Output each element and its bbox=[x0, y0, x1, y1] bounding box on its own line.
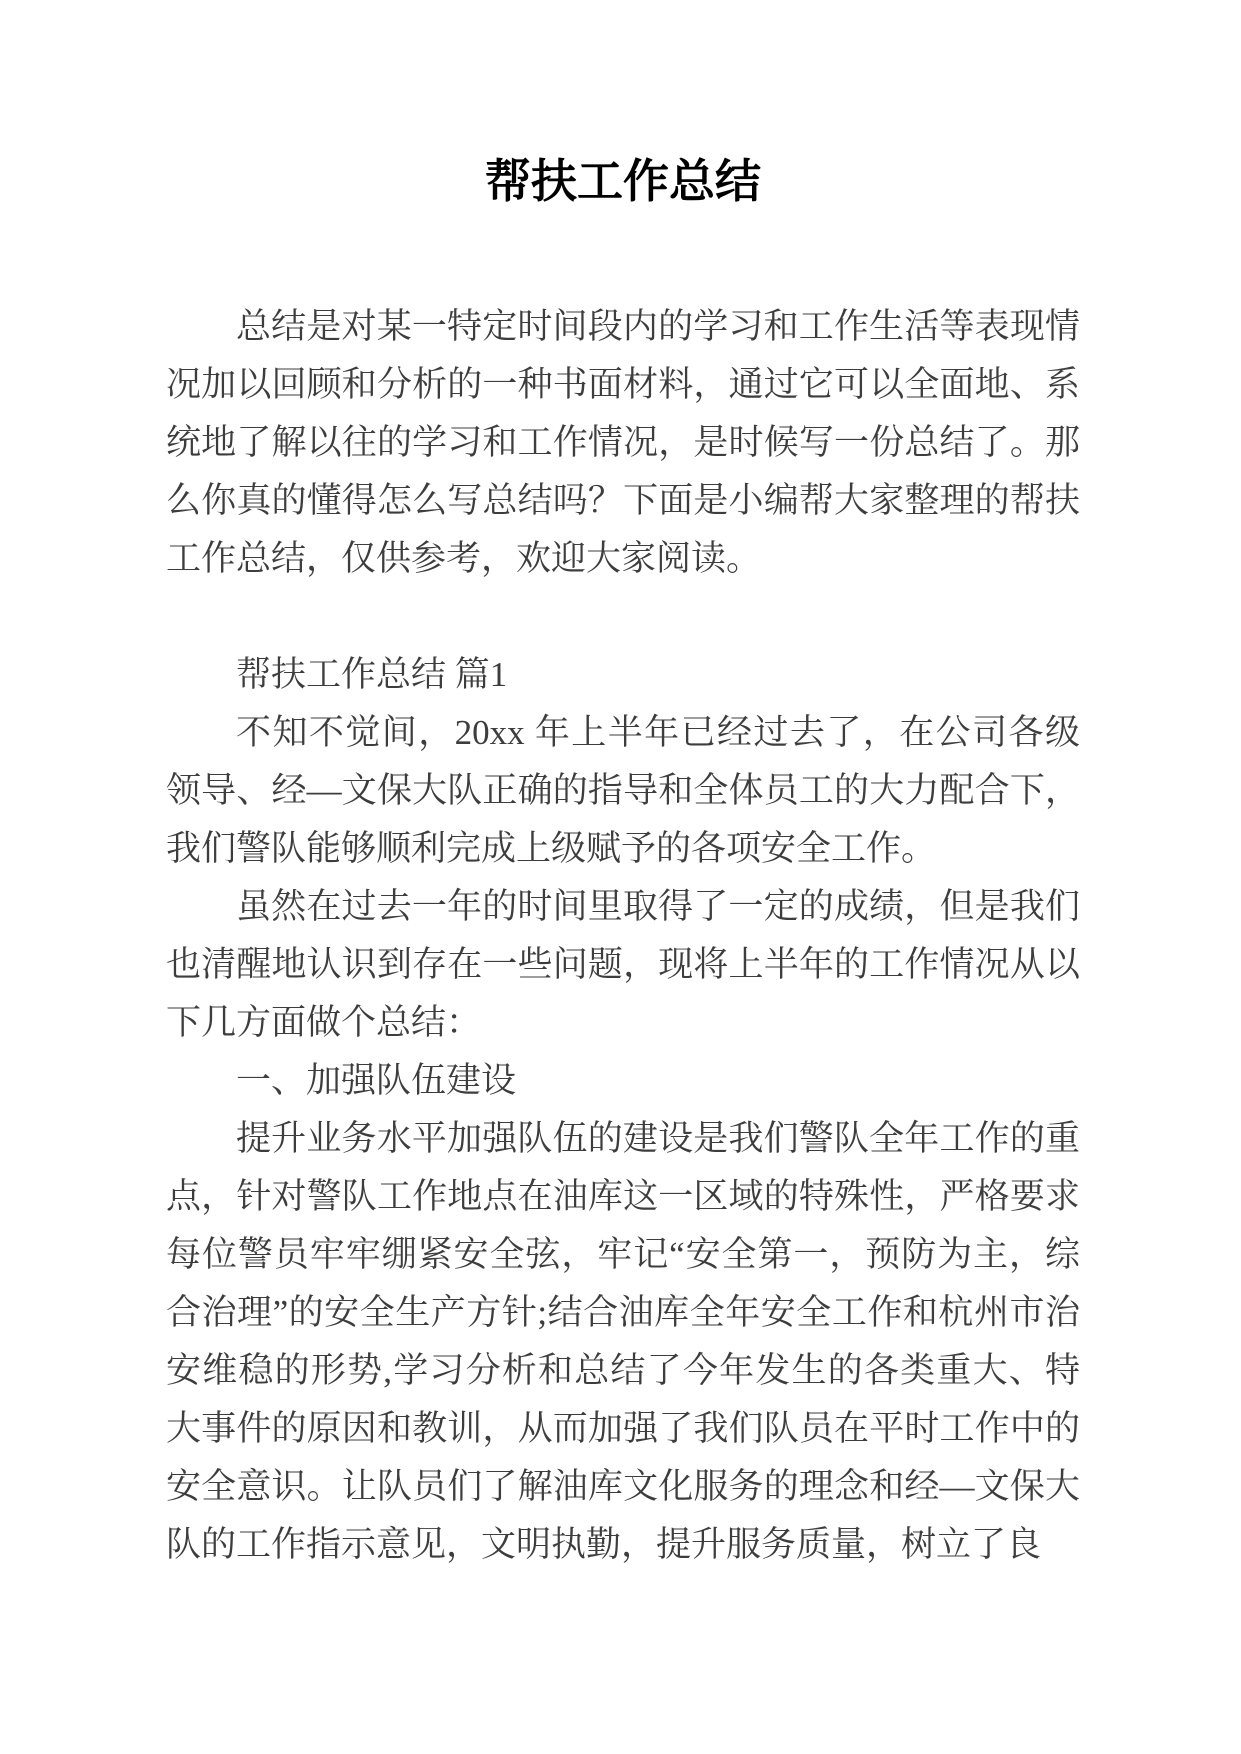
subsection-heading-team-building: 一、加强队伍建设 bbox=[236, 1061, 517, 1100]
section-heading-pian-1: 帮扶工作总结 篇1 bbox=[236, 655, 508, 694]
paragraph-review: 虽然在过去一年的时间里取得了一定的成绩，但是我们也清醒地认识到存在一些问题，现将上半年的工作情况从以下几方面做个总结： bbox=[166, 887, 1080, 1042]
paragraph-team-building: 提升业务水平加强队伍的建设是我们警队全年工作的重点，针对警队工作地点在油库这一区域的特殊性，严格要求每位警员牢牢绷紧安全弦，牢记“安全第一，预防为主，综合治理”的安全生产方针;结合油库全年安全工作和杭州市治安维稳的形势,学习分析和总结了今年发生的各类重大、特大事件的原因和教训，从而加强了我们队员在平时工作中的安全意识。让队员们了解油库文化服务的理念和经—文保大队的工作指示意见，文明执勤，提升服务质量，树立了良 bbox=[166, 1119, 1080, 1564]
intro-paragraph: 总结是对某一特定时间段内的学习和工作生活等表现情况加以回顾和分析的一种书面材料，通过它可以全面地、系统地了解以往的学习和工作情况，是时候写一份总结了。那么你真的懂得怎么写总结吗？下面是小编帮大家整理的帮扶工作总结，仅供参考，欢迎大家阅读。 bbox=[166, 307, 1080, 578]
blank-line bbox=[166, 588, 1080, 646]
document-title: 帮扶工作总结 bbox=[485, 156, 761, 207]
paragraph-opening: 不知不觉间，20xx 年上半年已经过去了，在公司各级领导、经—文保大队正确的指导和全体员工的大力配合下，我们警队能够顺利完成上级赋予的各项安全工作。 bbox=[166, 713, 1080, 868]
